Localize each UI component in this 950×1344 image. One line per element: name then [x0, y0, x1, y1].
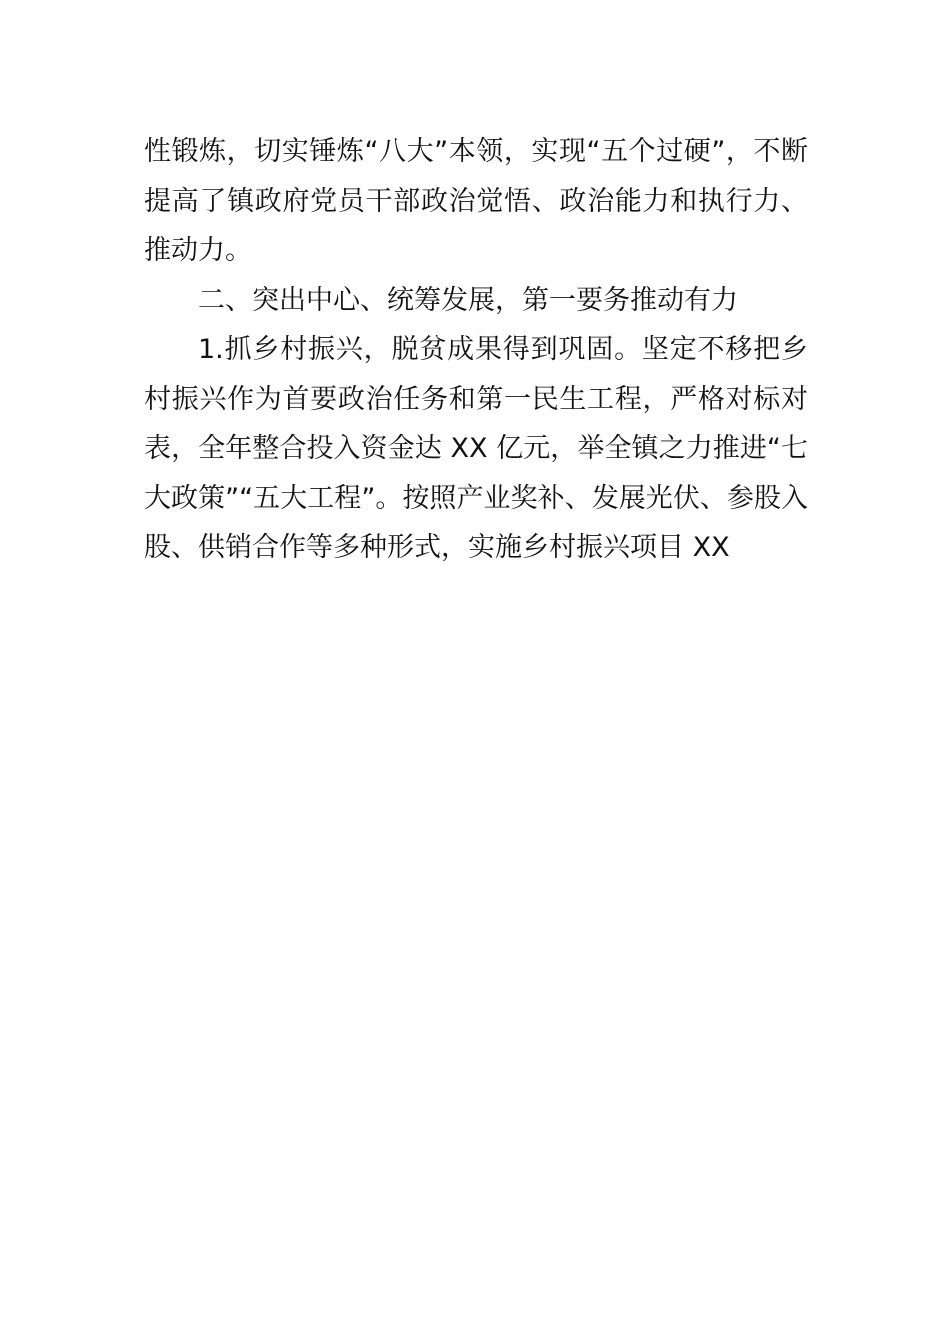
document-body	[144, 127, 808, 573]
section-heading: 二、突出中心、统筹发展，第一要务推动有力	[198, 284, 738, 316]
paragraph-rural-revitalization: 1.抓乡村振兴，脱贫成果得到巩固。坚定不移把乡村振兴作为首要政治任务和第一民生工程，严格对标对表，全年整合投入资金达 XX 亿元，举全镇之力推进“七大政策”“五大工程”。按照产业奖补、发展光伏、参股入股、供销合作等多种形式，实施乡村振兴项目 XX	[144, 334, 808, 563]
paragraph-continuation: 性锻炼，切实锤炼“八大”本领，实现“五个过硬”，不断提高了镇政府党员干部政治觉悟、政治能力和执行力、推动力。	[144, 136, 808, 266]
